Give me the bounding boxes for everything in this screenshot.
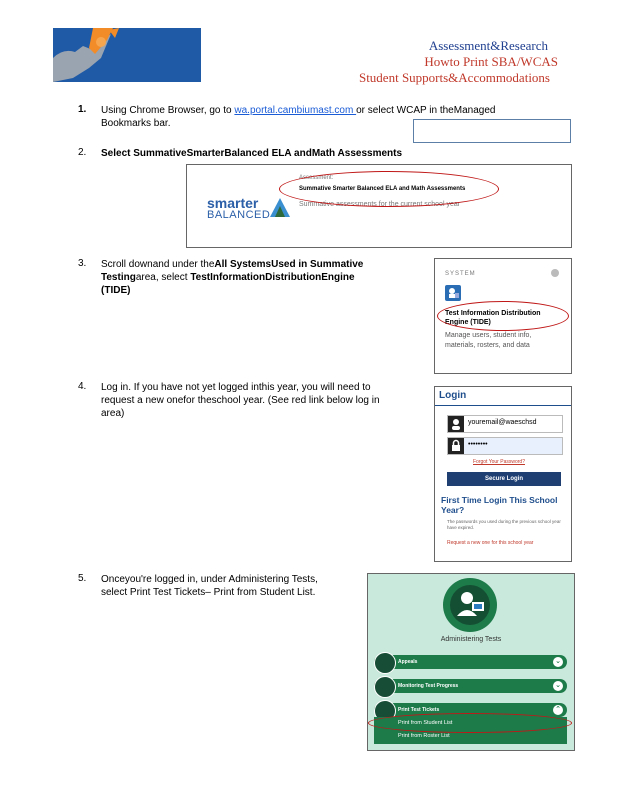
smarter-balanced-logo <box>207 195 270 221</box>
step-3-number: 3. <box>78 258 87 269</box>
login-screenshot <box>434 386 572 562</box>
tide-desc-line-2: materials, rosters, and data <box>445 342 530 349</box>
step-5-number: 5. <box>78 573 87 584</box>
car-icon <box>374 676 396 698</box>
request-new-password-link[interactable]: Request a new one for this school year <box>447 540 534 546</box>
search-icon <box>374 652 396 674</box>
step-1-text-b: or select WCAP in theManaged <box>356 105 496 116</box>
assessment-small-label: Assessment: <box>299 175 334 181</box>
step-3-bold-d: (TIDE) <box>101 285 131 296</box>
chevron-down-icon: ⌄ <box>553 681 563 691</box>
password-value: •••••••• <box>468 441 488 448</box>
step-1-text-a: Using Chrome Browser, go to <box>101 105 235 116</box>
step-5-line-1: Onceyou're logged in, under Administering Tests, <box>101 574 318 585</box>
print-from-student-list-link[interactable]: Print from Student List <box>398 720 453 726</box>
highlight-oval <box>368 713 572 733</box>
tide-card-screenshot <box>434 258 572 374</box>
administering-tests-icon <box>443 578 497 632</box>
step-4-line-1: Log in. If you have not yet logged inthis year, you will need to <box>101 382 371 393</box>
step-3-text-a: Scroll downand under the <box>101 259 215 270</box>
logo-word-smarter: smarter <box>207 195 259 211</box>
step-1-number: 1. <box>78 104 87 115</box>
step-3-bold-c: TestInformationDistributionEngine <box>190 272 355 283</box>
system-label: SYSTEM <box>445 271 476 277</box>
secure-login-button[interactable]: Secure Login <box>447 472 561 486</box>
step-5-line-2: select Print Test Tickets– Print from Student List. <box>101 587 316 598</box>
highlight-oval <box>279 171 499 207</box>
chevron-up-icon: ⌃ <box>553 705 563 715</box>
password-field[interactable] <box>447 437 563 455</box>
step-3-text-b: area, select <box>135 272 191 283</box>
first-time-description: The passwords you used during the previous school year have expired. <box>447 519 561 530</box>
tide-app-icon <box>445 285 461 301</box>
header-line-1: Assessment&Research <box>428 38 548 53</box>
appeals-item[interactable] <box>374 655 567 669</box>
smarter-balanced-screenshot <box>186 164 572 248</box>
monitoring-label: Monitoring Test Progress <box>398 683 459 689</box>
tide-title-line-2: Engine (TIDE) <box>445 319 491 326</box>
step-4-text <box>101 381 421 420</box>
organization-logo <box>53 28 201 82</box>
summative-title[interactable]: Summative Smarter Balanced ELA and Math Assessments <box>299 186 466 192</box>
print-from-roster-list-link[interactable]: Print from Roster List <box>398 733 450 739</box>
step-4-line-2: request a new onefor theschool year. (See red link below log in <box>101 395 380 406</box>
info-icon[interactable] <box>551 269 559 277</box>
chevron-down-icon: ⌄ <box>553 657 563 667</box>
logo-word-balanced: BALANCED <box>207 209 271 221</box>
header-line-3: Student Supports&Accommodations <box>358 70 550 85</box>
login-heading: Login <box>439 390 467 401</box>
step-5-text <box>101 573 361 599</box>
triangle-icon <box>269 197 291 219</box>
forgot-password-link[interactable]: Forgot Your Password? <box>473 459 525 465</box>
email-field[interactable] <box>447 415 563 433</box>
step-1-text-c: Bookmarks bar. <box>101 118 171 129</box>
step-2-number: 2. <box>78 147 87 158</box>
portal-link[interactable]: wa.portal.cambiumast.com <box>234 105 357 116</box>
tide-desc-line-1: Manage users, student info, <box>445 332 532 339</box>
header-line-2: Howto Print SBA/WCAS <box>424 54 558 69</box>
appeals-label: Appeals <box>398 659 418 665</box>
step-3-bold-a: All SystemsUsed in Summative <box>214 259 364 270</box>
user-icon <box>448 416 464 432</box>
lock-icon <box>448 438 464 454</box>
first-time-heading: First Time Login This School Year? <box>441 495 558 515</box>
monitoring-test-progress-item[interactable] <box>374 679 567 693</box>
print-tickets-label: Print Test Tickets <box>398 707 440 713</box>
tide-title-line-1: Test Information Distribution <box>445 310 541 317</box>
step-4-number: 4. <box>78 381 87 392</box>
highlight-oval <box>437 301 569 331</box>
tide-description <box>445 331 531 351</box>
step-4-line-3: area) <box>101 408 125 419</box>
administering-tests-title: Administering Tests <box>440 636 502 643</box>
step-3-bold-b: Testing <box>101 272 136 283</box>
summative-description: Summative assessments for the current school year <box>299 201 461 208</box>
email-value: youremail@waeschsd <box>468 419 537 426</box>
step-2-text: Select SummativeSmarterBalanced ELA andMath Assessments <box>101 148 403 159</box>
login-divider <box>435 405 571 406</box>
administering-tests-screenshot <box>367 573 575 751</box>
empty-text-box <box>413 119 571 143</box>
step-3-text <box>101 258 411 297</box>
